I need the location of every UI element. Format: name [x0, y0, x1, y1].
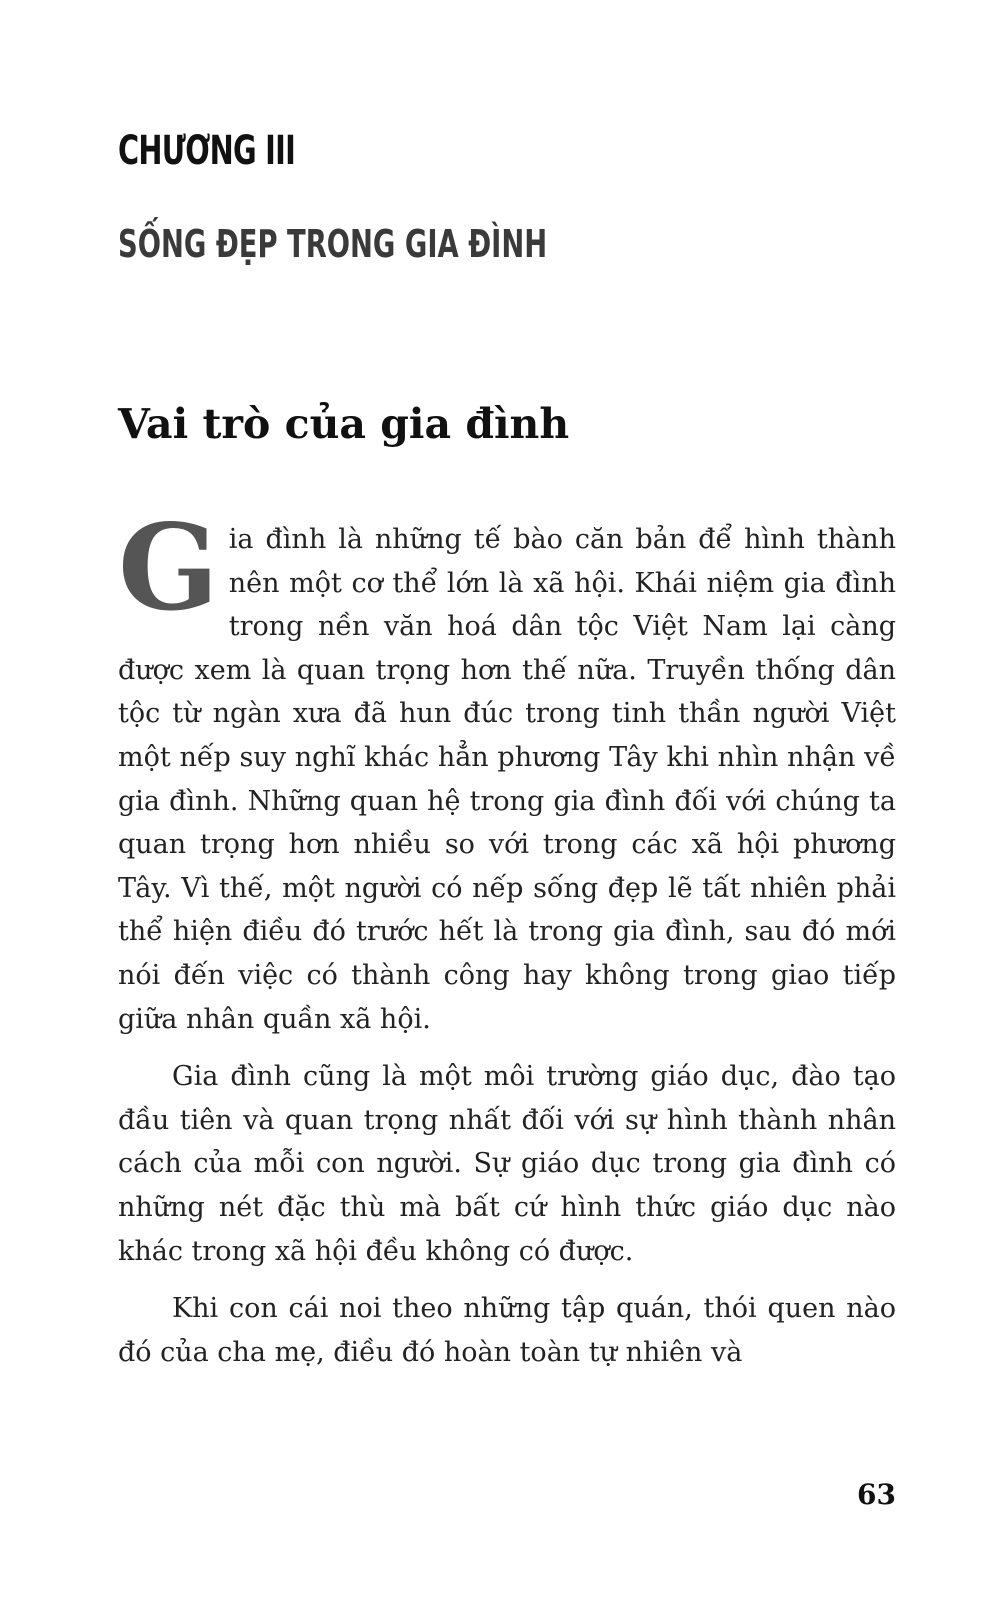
paragraph-1-text: ia đình là những tế bào căn bản để hình thành nên một cơ thể lớn là xã hội. Khái niệm gia đình trong nền văn hoá dân tộc Việt Nam lại càng được xem là quan trọng hơn thế nữa. Truyền thống dân tộc từ ngàn xưa đã hun đúc trong tinh thần người Việt một nếp suy nghĩ khác hẳn phương Tây khi nhìn nhận về gia đình. Những quan hệ trong gia đình đối với chúng ta quan trọng hơn nhiều so với trong các xã hội phương Tây. Vì thế, một người có nếp sống đẹp lẽ tất nhiên phải thể hiện điều đó trước hết là trong gia đình, sau đó mới nói đến việc có thành công hay không trong giao tiếp giữa nhân quần xã hội. [118, 524, 896, 1035]
page-number: 63 [857, 1478, 896, 1511]
section-heading: Vai trò của gia đình [118, 400, 570, 448]
drop-cap: G [118, 498, 219, 637]
paragraph-3: Khi con cái noi theo những tập quán, thói quen nào đó của cha mẹ, điều đó hoàn toàn tự nhiên và [118, 1293, 896, 1368]
chapter-title: SỐNG ĐẸP TRONG GIA ĐÌNH [118, 222, 548, 266]
body-text [118, 498, 896, 1374]
paragraph-1 [118, 498, 896, 1041]
chapter-label: CHƯƠNG III [118, 128, 296, 174]
paragraph-2: Gia đình cũng là một môi trường giáo dục, đào tạo đầu tiên và quan trọng nhất đối với sự hình thành nhân cách của mỗi con người. Sự giáo dục trong gia đình có những nét đặc thù mà bất cứ hình thức giáo dục nào khác trong xã hội đều không có được. [118, 1061, 896, 1267]
